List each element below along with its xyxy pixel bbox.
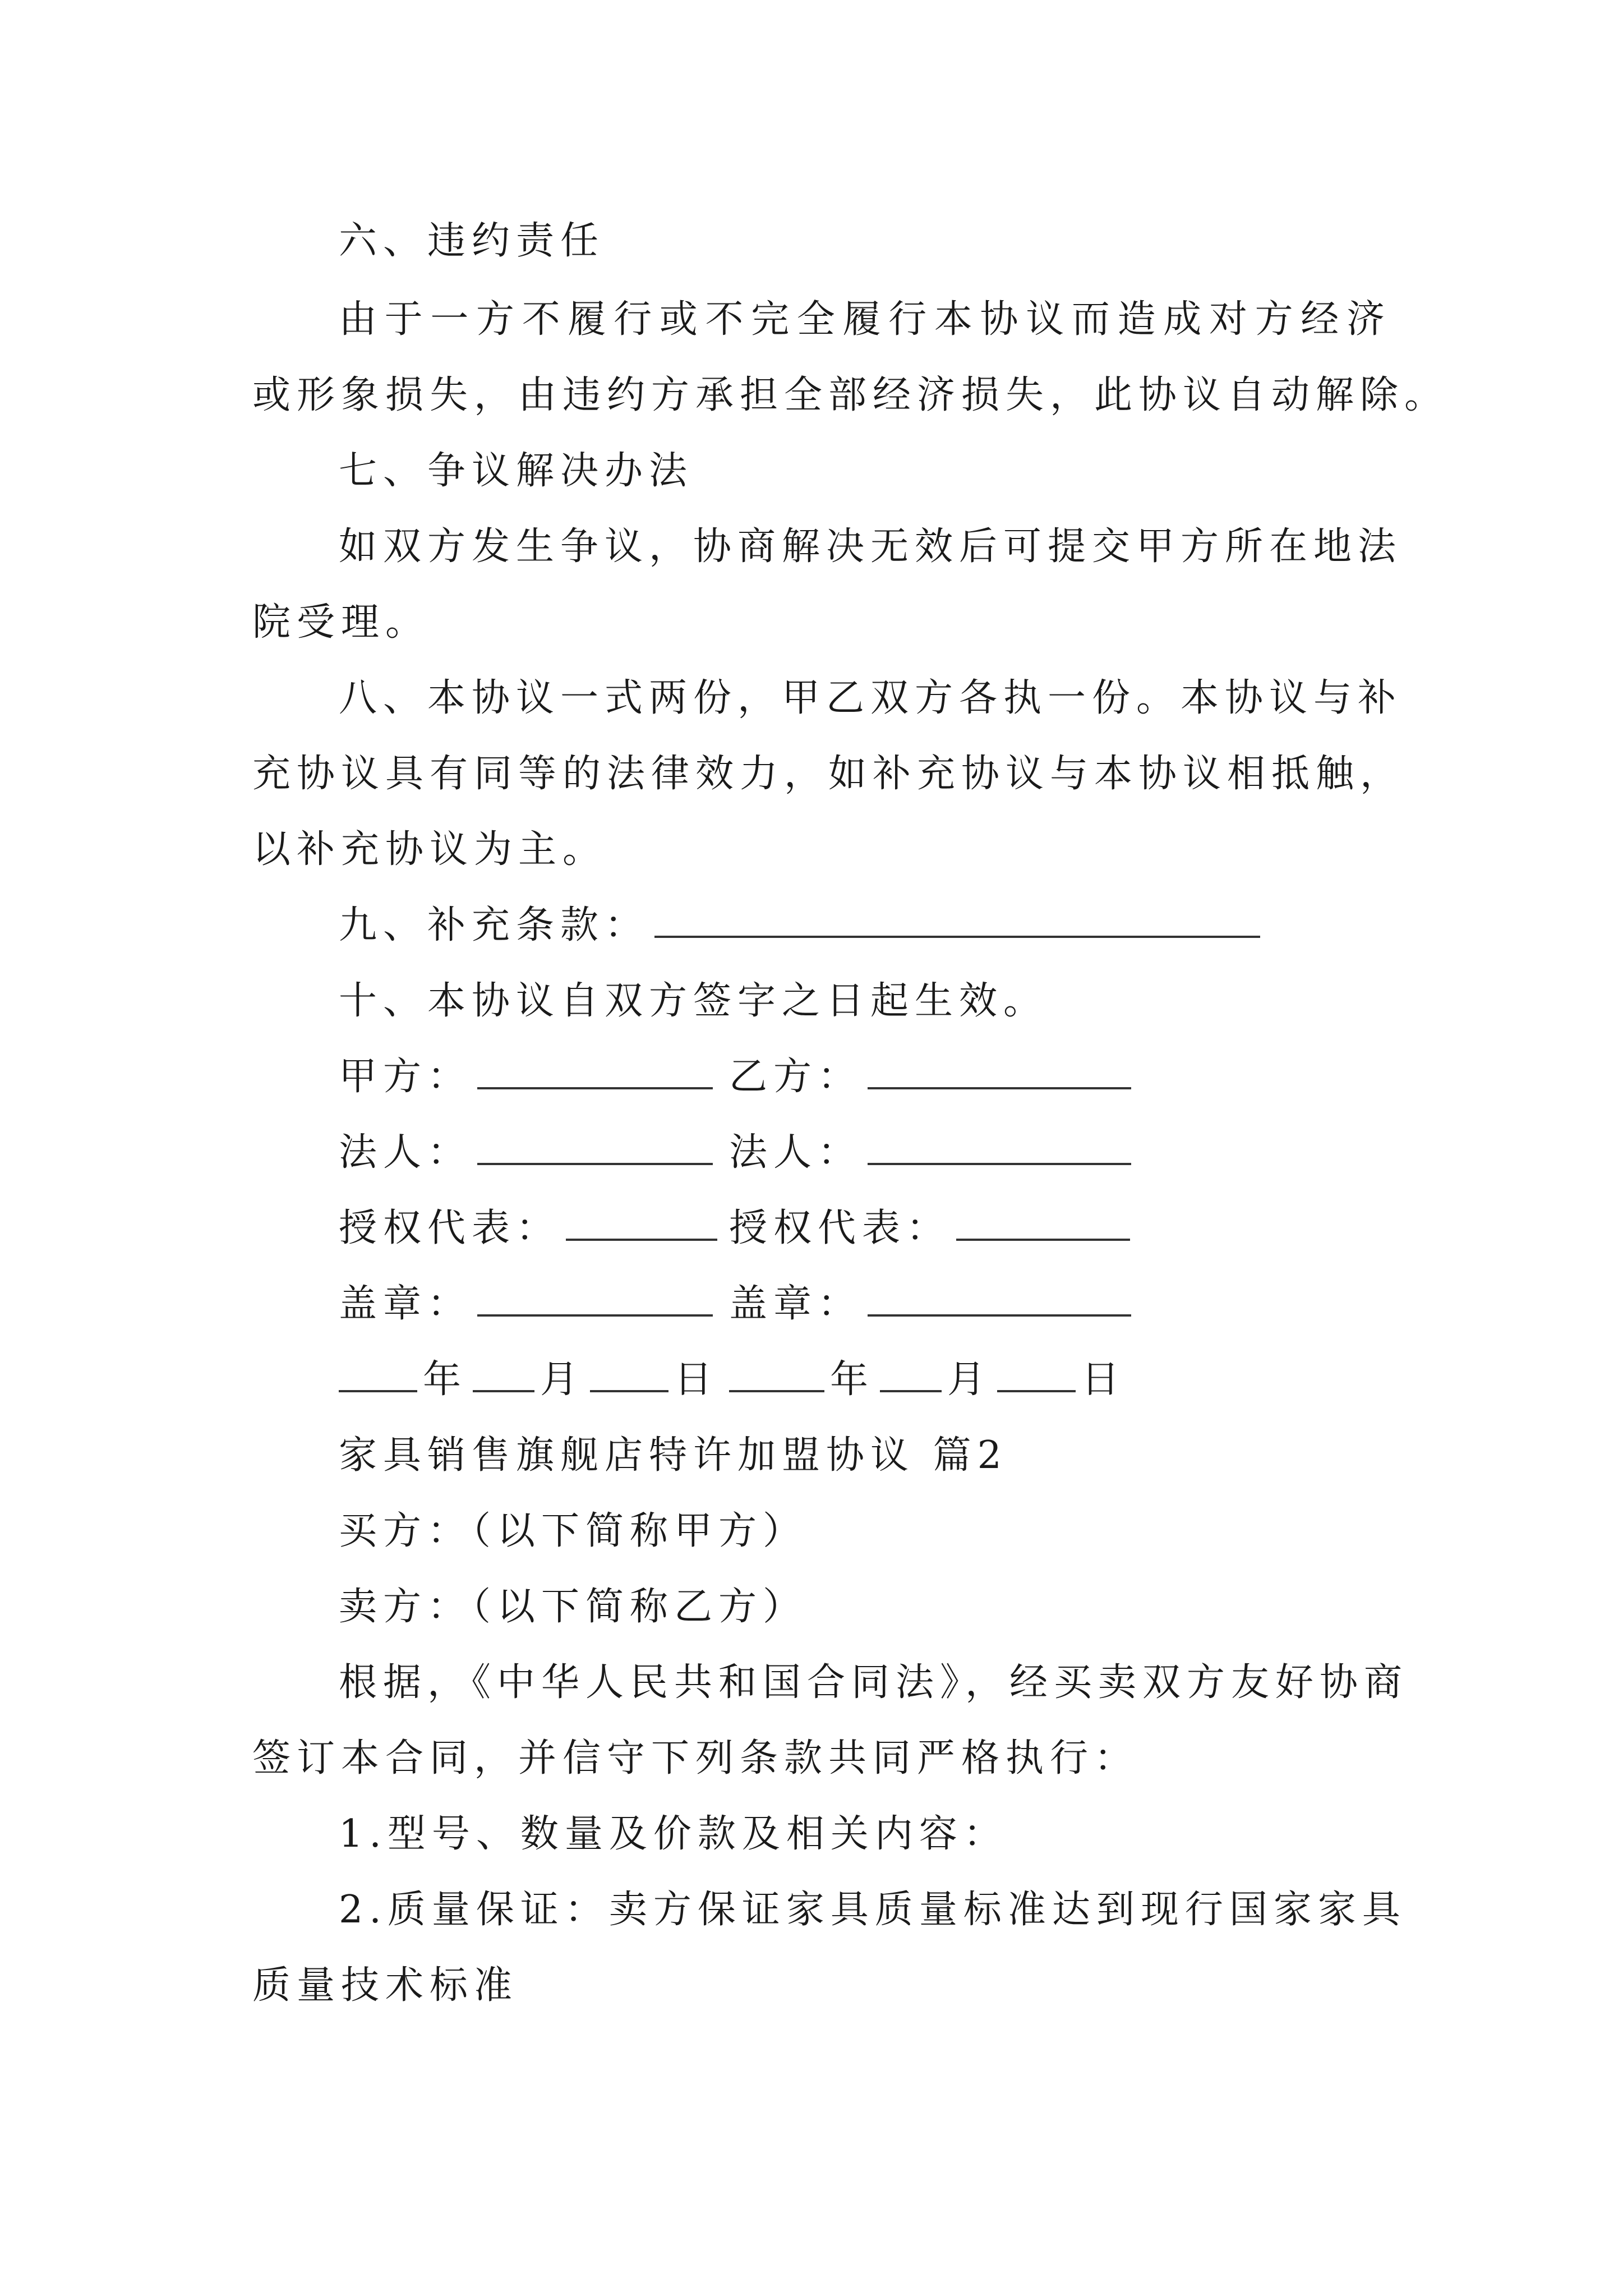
part-2-title: 家具销售旗舰店特许加盟协议 篇2 <box>339 1433 1008 1478</box>
section-7-text-line-1: 如双方发生争议，协商解决无效后可提交甲方所在地法 <box>339 524 1403 569</box>
party-b-row <box>729 1049 1137 1105</box>
section-9-supplementary-terms <box>339 898 1391 954</box>
date-a-month-label: 月 <box>540 1358 585 1402</box>
section-8-text-line-2: 充协议具有同等的法律效力，如补充协议与本协议相抵触， <box>252 752 1405 796</box>
legal-b-row <box>729 1125 1137 1181</box>
seal-b-label: 盖章： <box>729 1282 863 1326</box>
date-a-day-blank[interactable] <box>590 1355 668 1392</box>
party-a-label: 甲方： <box>339 1055 472 1099</box>
seal-a-label: 盖章： <box>339 1282 472 1326</box>
legal-a-label: 法人： <box>339 1130 472 1175</box>
legal-b-blank[interactable] <box>868 1128 1131 1165</box>
basis-line-2: 签订本合同，并信守下列条款共同严格执行： <box>252 1736 1139 1780</box>
section-8-text-line-1: 八、本协议一式两份，甲乙双方各执一份。本协议与补 <box>339 676 1403 720</box>
date-b-day-label: 日 <box>1081 1358 1126 1402</box>
rep-a-blank[interactable] <box>566 1204 717 1241</box>
date-b-month-label: 月 <box>947 1358 992 1402</box>
legal-a-row <box>339 1125 718 1181</box>
date-b-day-blank[interactable] <box>997 1355 1076 1392</box>
section-7-title: 七、争议解决办法 <box>339 449 694 493</box>
date-b-row <box>729 1352 1126 1408</box>
party-a-row <box>339 1049 718 1105</box>
rep-b-blank[interactable] <box>956 1204 1130 1241</box>
party-b-label: 乙方： <box>729 1055 863 1099</box>
seal-b-blank[interactable] <box>868 1280 1131 1317</box>
item-1-line: 1.型号、数量及价款及相关内容： <box>339 1812 1008 1856</box>
section-6-title: 六、违约责任 <box>339 219 605 263</box>
basis-line-1: 根据，《中华人民共和国合同法》，经买卖双方友好协商 <box>339 1660 1409 1705</box>
legal-b-label: 法人： <box>729 1130 863 1175</box>
seal-a-blank[interactable] <box>477 1280 713 1317</box>
date-a-day-label: 日 <box>674 1358 719 1402</box>
party-a-blank[interactable] <box>477 1052 713 1089</box>
item-2-line-2: 质量技术标准 <box>252 1963 519 2008</box>
item-2-line-1: 2.质量保证：卖方保证家具质量标准达到现行国家家具 <box>339 1888 1407 1932</box>
supplementary-terms-blank[interactable] <box>654 901 1260 938</box>
rep-b-label: 授权代表： <box>729 1206 951 1250</box>
date-a-year-label: 年 <box>423 1358 468 1402</box>
seller-line: 卖方：（以下简称乙方） <box>339 1585 808 1629</box>
party-b-blank[interactable] <box>868 1052 1131 1089</box>
date-b-year-blank[interactable] <box>729 1355 824 1392</box>
seal-b-row <box>729 1276 1137 1332</box>
date-a-row <box>339 1352 718 1408</box>
date-b-year-label: 年 <box>830 1358 875 1402</box>
date-a-month-blank[interactable] <box>473 1355 534 1392</box>
seal-a-row <box>339 1276 718 1332</box>
section-7-text-line-2: 院受理。 <box>252 600 430 645</box>
section-10-text: 十、本协议自双方签字之日起生效。 <box>339 979 1048 1023</box>
date-a-year-blank[interactable] <box>339 1355 417 1392</box>
section-9-label: 九、补充条款： <box>339 903 649 947</box>
section-8-text-line-3: 以补充协议为主。 <box>252 827 607 872</box>
rep-b-row <box>729 1200 1136 1257</box>
legal-a-blank[interactable] <box>477 1128 713 1165</box>
section-6-text-line-1: 由于一方不履行或不完全履行本协议而造成对方经济 <box>339 297 1391 342</box>
rep-a-label: 授权代表： <box>339 1206 561 1250</box>
rep-a-row <box>339 1200 723 1257</box>
buyer-line: 买方：（以下简称甲方） <box>339 1509 808 1553</box>
date-b-month-blank[interactable] <box>880 1355 942 1392</box>
section-6-text-line-2: 或形象损失，由违约方承担全部经济损失，此协议自动解除。 <box>252 373 1449 417</box>
